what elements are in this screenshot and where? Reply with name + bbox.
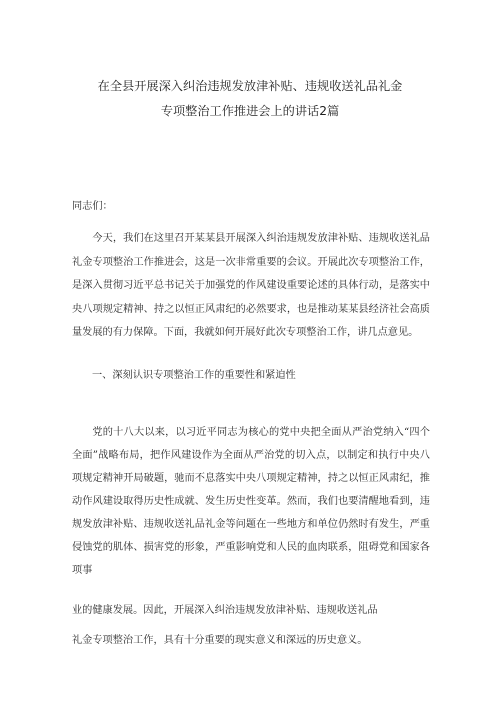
paragraph-background: 党的十八大以来，以习近平同志为核心的党中央把全面从严治党纳入“四个全面”战略布局，把作风建设作为全面从严治党的切入点，以制定和执行中央八项规定精神开局破题，驰而不息落实中央八项规定精神，持之以恒正风肃纪，推动作风建设取得历史性成就、发生历史性变革。然而，我们也要清醒地看到，违规发放津补贴、违规收送礼品礼金等问题在一些地方和单位仍然时有发生，严重侵蚀党的肌体、损害党的形象，严重影响党和人民的血肉联系，阻碍党和国家各项事 xyxy=(72,427,430,576)
paragraph-conclusion-line-1: 业的健康发展。因此，开展深入纠治违规发放津补贴、违规收送礼品 xyxy=(72,605,378,616)
paragraph-conclusion xyxy=(72,600,432,652)
paragraph-conclusion-line-2: 礼金专项整治工作，具有十分重要的现实意义和深远的历史意义。 xyxy=(72,635,368,646)
section-heading: 一、深刻认识专项整治工作的重要性和紧迫性 xyxy=(92,370,296,381)
document-title-line-2: 专项整治工作推进会上的讲话2篇 xyxy=(160,104,340,118)
salutation: 同志们： xyxy=(72,201,113,212)
document-title-line-1: 在全县开展深入纠治违规发放津补贴、违规收送礼品礼金 xyxy=(97,79,403,93)
paragraph-opening: 今天，我们在这里召开某某县开展深入纠治违规发放津补贴、违规收送礼品礼金专项整治工作推进会，这是一次非常重要的会议。开展此次专项整治工作，是深入贯彻习近平总书记关于加强党的作风建设重要论述的具体行动，是落实中央八项规定精神、持之以恒正风肃纪的必然要求，也是推动某某县经济社会高质量发展的有力保障。下面，我就如何开展好此次专项整治工作，讲几点意见。 xyxy=(72,233,430,339)
